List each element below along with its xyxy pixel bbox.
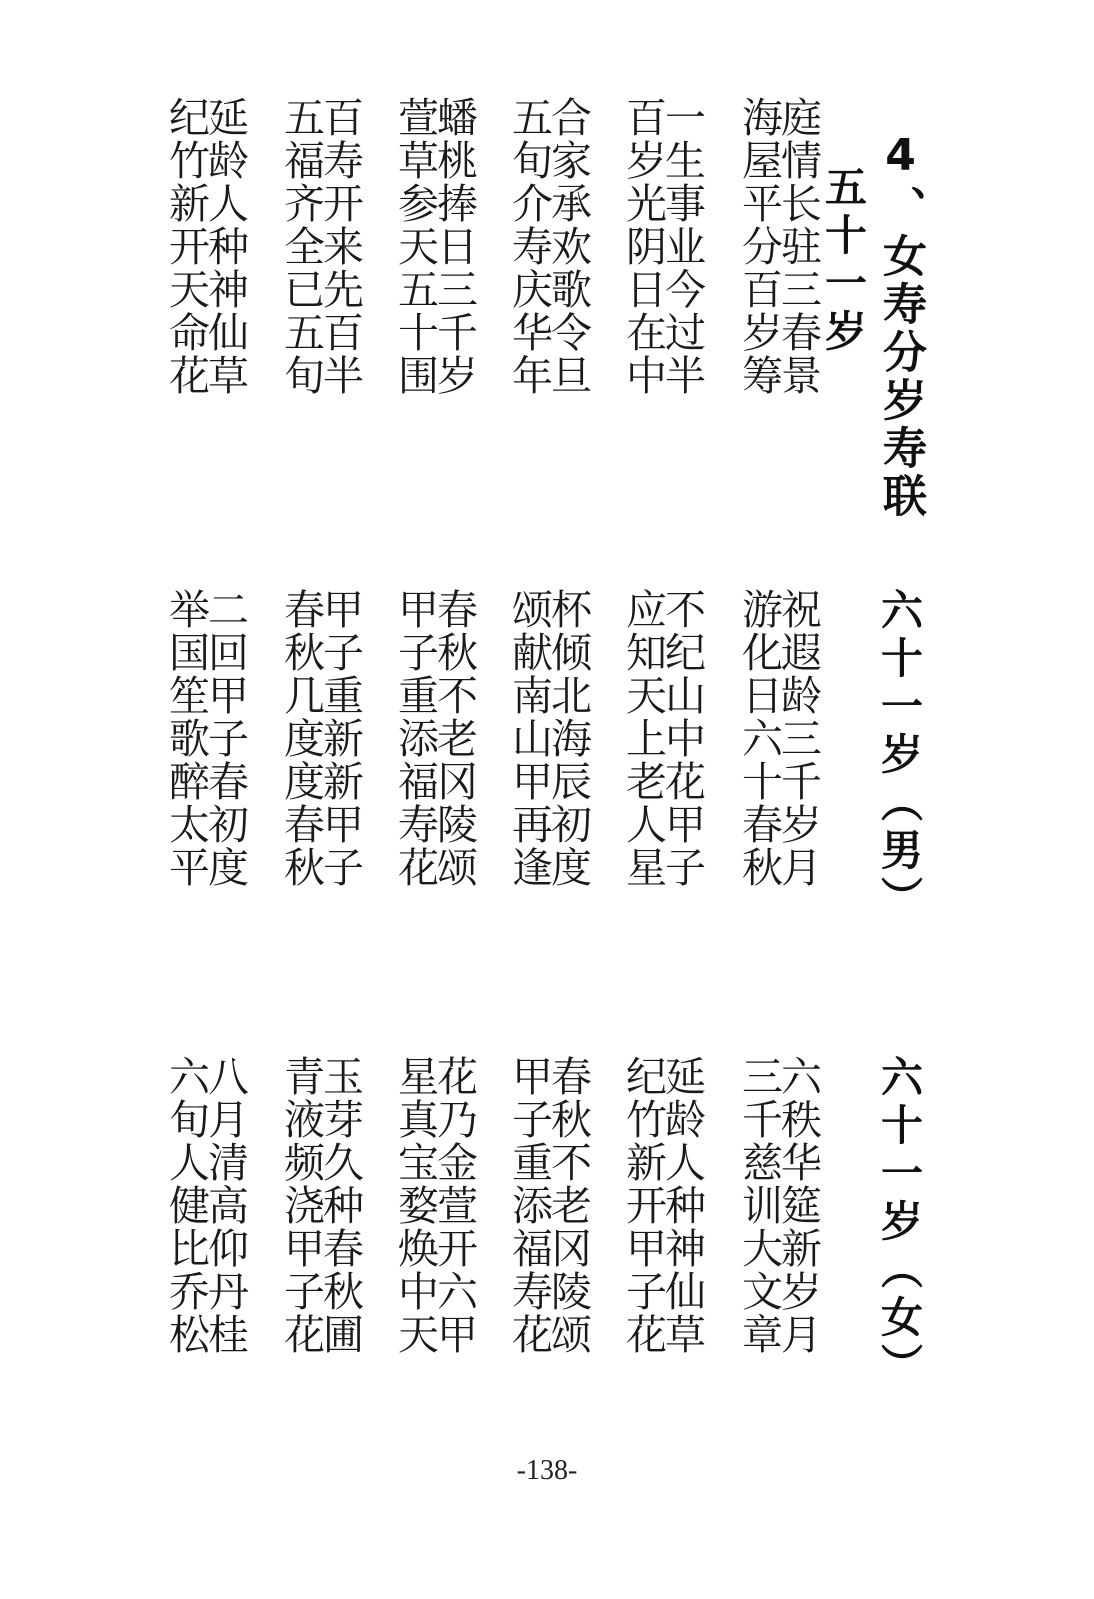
couplet-line: 应知天上老人星 xyxy=(619,588,667,889)
couplet-line: 甲子重新新甲子 xyxy=(316,588,364,889)
couplet-line: 一生事业今过半 xyxy=(658,96,706,397)
couplet-line: 延龄人种神仙草 xyxy=(658,1055,706,1356)
couplet-line: 春秋不老冈陵颂 xyxy=(430,588,478,889)
couplet-line: 五福齐全已五旬 xyxy=(277,96,325,397)
couplet-line: 八月清高仰丹桂 xyxy=(201,1055,249,1356)
couplet-line: 合家承欢歌令旦 xyxy=(544,96,592,397)
couplet-line: 三千慈训大文章 xyxy=(735,1055,783,1356)
couplet-line: 海屋平分百岁筹 xyxy=(735,96,783,397)
couplet-line: 不纪山中花甲子 xyxy=(658,588,706,889)
couplet-line: 庭情长驻三春景 xyxy=(774,96,822,397)
couplet-line: 纪竹新开天命花 xyxy=(162,96,210,397)
couplet-line: 五旬介寿庆华年 xyxy=(505,96,553,397)
section-subheading: 六十一岁（女） xyxy=(875,1055,924,1391)
couplet-line: 蟠桃捧日三千岁 xyxy=(430,96,478,397)
couplet-line: 颂献南山甲再逢 xyxy=(505,588,553,889)
couplet-line: 百岁光阴日在中 xyxy=(619,96,667,397)
couplet-line: 花乃金萱开六甲 xyxy=(430,1055,478,1356)
couplet-line: 萱草参天五十围 xyxy=(391,96,439,397)
couplet-line: 六秩华筵新岁月 xyxy=(774,1055,822,1356)
couplet-line: 纪竹新开甲子花 xyxy=(619,1055,667,1356)
couplet-line: 甲子重添福寿花 xyxy=(391,588,439,889)
couplet-line: 玉芽久种春秋圃 xyxy=(316,1055,364,1356)
section-subheading: 六十一岁（男） xyxy=(875,588,924,924)
couplet-line: 二回甲子春初度 xyxy=(201,588,249,889)
page-number: -138- xyxy=(516,1455,578,1486)
couplet-line: 延龄人种神仙草 xyxy=(201,96,249,397)
couplet-line: 祝遐龄三千岁月 xyxy=(774,588,822,889)
section-heading: 4、女寿分岁寿联 xyxy=(875,130,926,521)
couplet-line: 游化日六十春秋 xyxy=(735,588,783,889)
couplet-line: 六旬人健比乔松 xyxy=(162,1055,210,1356)
section-subheading: 五十一岁 xyxy=(819,165,868,357)
couplet-line: 杯倾北海辰初度 xyxy=(544,588,592,889)
couplet-line: 举国笙歌醉太平 xyxy=(162,588,210,889)
couplet-line: 青液频浇甲子花 xyxy=(277,1055,325,1356)
couplet-line: 甲子重添福寿花 xyxy=(505,1055,553,1356)
couplet-line: 春秋不老冈陵颂 xyxy=(544,1055,592,1356)
couplet-line: 春秋几度度春秋 xyxy=(277,588,325,889)
couplet-line: 星真宝婺焕中天 xyxy=(391,1055,439,1356)
couplet-line: 百寿开来先百半 xyxy=(316,96,364,397)
